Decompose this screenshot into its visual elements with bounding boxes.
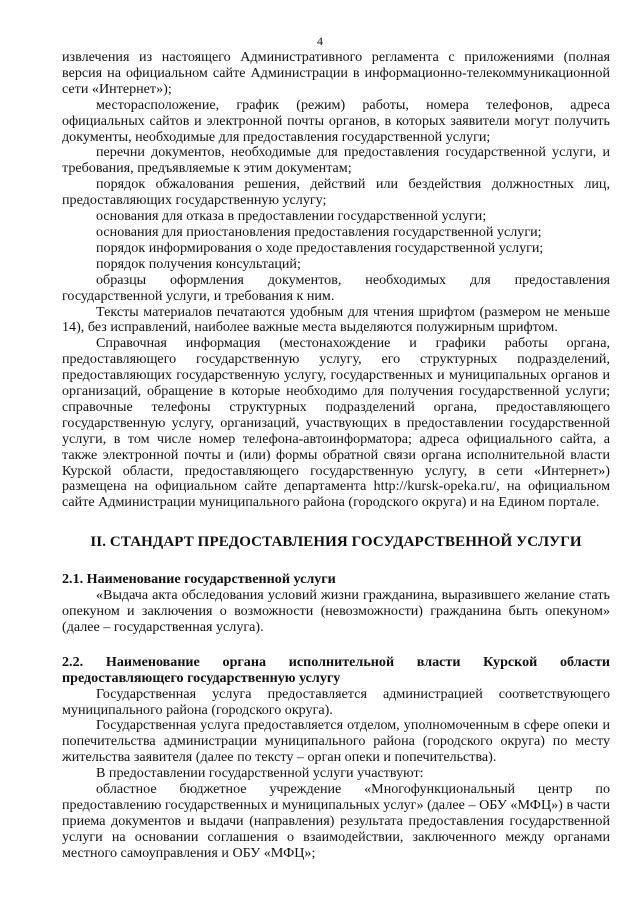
paragraph: извлечения из настоящего Административного регламента с приложениями (полная версия на официальном сайте Администрации в информационно-телекоммуникационной сети «Интернет»); — [62, 49, 610, 97]
paragraph: «Выдача акта обследования условий жизни гражданина, выразившего желание стать опекуном и заключения о возможности (невозможности) гражданина быть опекуном» (далее – государственная услуга). — [62, 587, 610, 635]
paragraph: порядок информирования о ходе предоставления государственной услуги; — [96, 239, 544, 256]
paragraph: Государственная услуга предоставляется администрацией соответствующего муниципального района (городского округа). — [62, 685, 610, 718]
paragraph: порядок получения консультаций; — [96, 255, 301, 272]
paragraph: основания для приостановления предоставления государственной услуги; — [96, 223, 542, 240]
paragraph: порядок обжалования решения, действий или бездействия должностных лиц, предоставляющих государственную услугу; — [62, 176, 610, 209]
paragraph: образцы оформления документов, необходимых для предоставления государственной услуги, и требования к ним. — [62, 271, 610, 304]
paragraph: областное бюджетное учреждение «Многофункциональный центр по предоставлению государственных и муниципальных услуг» (далее – ОБУ «МФЦ») в части приема документов и выдачи (направления) результата предоставления государственной услуги на основании соглашения о взаимодействии, заключенного между органами местного самоуправления и ОБУ «МФЦ»; — [62, 781, 610, 861]
paragraph: месторасположение, график (режим) работы, номера телефонов, адреса официальных сайтов и электронной почты органов, в которых заявители могут получить документы, необходимые для предоставления государственной услуги; — [62, 96, 610, 145]
paragraph: В предоставлении государственной услуги участвуют: — [96, 765, 424, 782]
page-number: 4 — [317, 34, 323, 48]
subsection-heading-2-1 — [62, 572, 610, 588]
paragraph: Справочная информация (местонахождение и графики работы органа, предоставляющего государственную услугу, его структурных подразделений, предоставляющих государственную услугу, государственных и муниципальных органов и организаций, обращение в которые необходимо для получения государственной услуги; справочные телефоны структурных подразделений органа, предоставляющего государственную услугу, организаций, участвующих в предоставлении государственной услуги, в том числе номер телефона-автоинформатора; адреса официального сайта, а также электронной почты и (или) формы обратной связи органа исполнительной власти Курской области, предоставляющего государственную услугу, в сети «Интернет») размещена на официальном сайте департамента http://kursk-opeka.ru/, на официальном сайте Администрации муниципального района (городского округа) и на Едином портале. — [62, 335, 610, 511]
heading-text: 2.2. Наименование органа исполнительной власти Курской области предоставляющего государственную услугу — [62, 653, 610, 686]
paragraph: Государственная услуга предоставляется отделом, уполномоченным в сфере опеки и попечительства администрации муниципального района (городского округа) по месту жительства заявителя (далее по тексту – орган опеки и попечительства). — [62, 717, 610, 766]
subsection-heading-2-2 — [62, 655, 610, 687]
paragraph: перечни документов, необходимые для предоставления государственной услуги, и требования, предъявляемые к этим документам; — [62, 144, 610, 177]
section-title: II. СТАНДАРТ ПРЕДОСТАВЛЕНИЯ ГОСУДАРСТВЕННОЙ УСЛУГИ — [90, 534, 582, 551]
paragraph: Тексты материалов печатаются удобным для чтения шрифтом (размером не меньше 14), без исправлений, наиболее важные места выделяются полужирным шрифтом. — [62, 303, 610, 336]
heading-text: 2.1. Наименование государственной услуги — [62, 571, 336, 588]
paragraph: основания для отказа в предоставлении государственной услуги; — [96, 208, 487, 225]
document-body — [62, 50, 610, 862]
